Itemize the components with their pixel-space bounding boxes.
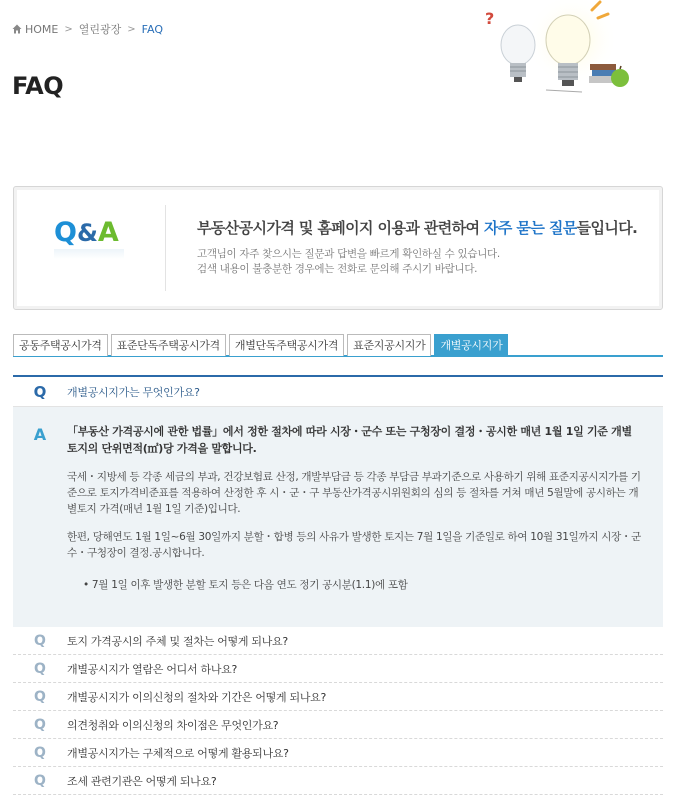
question-mark: Q <box>34 660 46 677</box>
faq-open-item <box>13 375 663 627</box>
answer-paragraph: 국세・지방세 등 각종 세금의 부과, 건강보험료 산정, 개발부담금 등 각종 부담금 부과기준으로 사용하기 위해 표준지공시지가를 기준으로 토지가격비준표를 적용하여 산정한 후 시・군・구 부동산가격공시위원회의 심의 등 절차를 거쳐 매년 5월말에 공시하는 개별토지 가격(매년 1월 1일 기준)입니다. <box>67 471 641 515</box>
qna-logo <box>54 217 119 248</box>
faq-question: 개별공시지가 열람은 어디서 하나요? <box>67 662 238 676</box>
chevron-right-icon: > <box>64 23 73 35</box>
qna-description <box>197 247 500 277</box>
faq-item[interactable] <box>13 627 663 655</box>
qna-heading-prefix: 부동산공시가격 및 홈페이지 이용과 관련하여 <box>197 219 485 237</box>
home-icon <box>12 24 22 34</box>
breadcrumb-home-label: HOME <box>25 22 59 36</box>
svg-text:?: ? <box>485 9 495 28</box>
tab-apartment-price[interactable]: 공동주택공시가격 <box>13 334 108 356</box>
qna-logo-reflection <box>54 249 124 259</box>
answer-mark: A <box>33 425 47 444</box>
qna-heading-suffix: 들입니다. <box>576 219 638 237</box>
faq-list <box>13 375 663 795</box>
faq-question: 개별공시지가 이의신청의 절차와 기간은 어떻게 되나요? <box>67 690 327 704</box>
faq-answer <box>13 407 663 627</box>
divider <box>165 205 166 291</box>
question-mark: Q <box>34 772 46 789</box>
faq-question: 개별공시지가는 구체적으로 어떻게 활용되나요? <box>67 746 289 760</box>
question-mark: Q <box>34 744 46 761</box>
faq-item[interactable] <box>13 683 663 711</box>
breadcrumb <box>12 21 163 37</box>
qna-logo-q: Q <box>54 217 77 248</box>
faq-answer-content <box>67 423 643 605</box>
breadcrumb-section[interactable]: 열린광장 <box>78 23 122 36</box>
tab-standard-land-price[interactable]: 표준지공시지가 <box>347 334 431 356</box>
faq-question-row[interactable] <box>13 377 663 407</box>
breadcrumb-home[interactable] <box>12 23 58 36</box>
qna-desc-line: 검색 내용이 불충분한 경우에는 전화로 문의해 주시기 바랍니다. <box>197 263 478 275</box>
faq-question: 개별공시지가는 무엇인가요? <box>67 385 200 399</box>
answer-lead: 「부동산 가격공시에 관한 법률」에서 정한 절차에 따라 시장・군수 또는 구청장이 결정・공시한 매년 1월 1일 기준 개별 토지의 단위면적(㎡)당 가격을 말합니다. <box>67 425 632 455</box>
question-mark: Q <box>34 716 46 733</box>
qna-intro-box <box>13 186 663 310</box>
question-mark: Q <box>33 382 47 401</box>
qna-desc-line: 고객님이 자주 찾으시는 질문과 답변을 빠르게 확인하실 수 있습니다. <box>197 248 500 260</box>
breadcrumb-current: FAQ <box>141 22 163 36</box>
answer-bullet: • 7월 1일 이후 발생한 분할 토지 등은 다음 연도 정기 공시분(1.1)에 포함 <box>83 579 408 591</box>
qna-logo-amp: & <box>76 219 98 247</box>
faq-item[interactable] <box>13 739 663 767</box>
category-tabs <box>13 334 663 357</box>
page-title: FAQ <box>12 72 64 100</box>
qna-heading-highlight: 자주 묻는 질문 <box>484 219 577 237</box>
qna-heading <box>197 217 637 238</box>
faq-question: 의견청취와 이의신청의 차이점은 무엇인가요? <box>67 718 279 732</box>
qna-logo-a: A <box>97 217 119 248</box>
faq-question: 조세 관련기관은 어떻게 되나요? <box>67 774 217 788</box>
light-bulbs-illustration <box>460 0 660 115</box>
faq-item[interactable] <box>13 655 663 683</box>
answer-paragraph: 한편, 당해연도 1월 1일~6월 30일까지 분할・합병 등의 사유가 발생한 토지는 7월 1일을 기준일로 하여 10월 31일까지 시장・군수・구청장이 결정.공시합니다. <box>67 531 641 559</box>
faq-item[interactable] <box>13 711 663 739</box>
tab-individual-land-price[interactable]: 개별공시지가 <box>434 334 508 357</box>
question-mark: Q <box>34 632 46 649</box>
tab-individual-house-price[interactable]: 개별단독주택공시가격 <box>229 334 344 356</box>
question-mark: Q <box>34 688 46 705</box>
chevron-right-icon: > <box>127 23 136 35</box>
faq-question: 토지 가격공시의 주체 및 절차는 어떻게 되나요? <box>67 634 288 648</box>
faq-item[interactable] <box>13 767 663 795</box>
tab-standard-house-price[interactable]: 표준단독주택공시가격 <box>111 334 226 356</box>
